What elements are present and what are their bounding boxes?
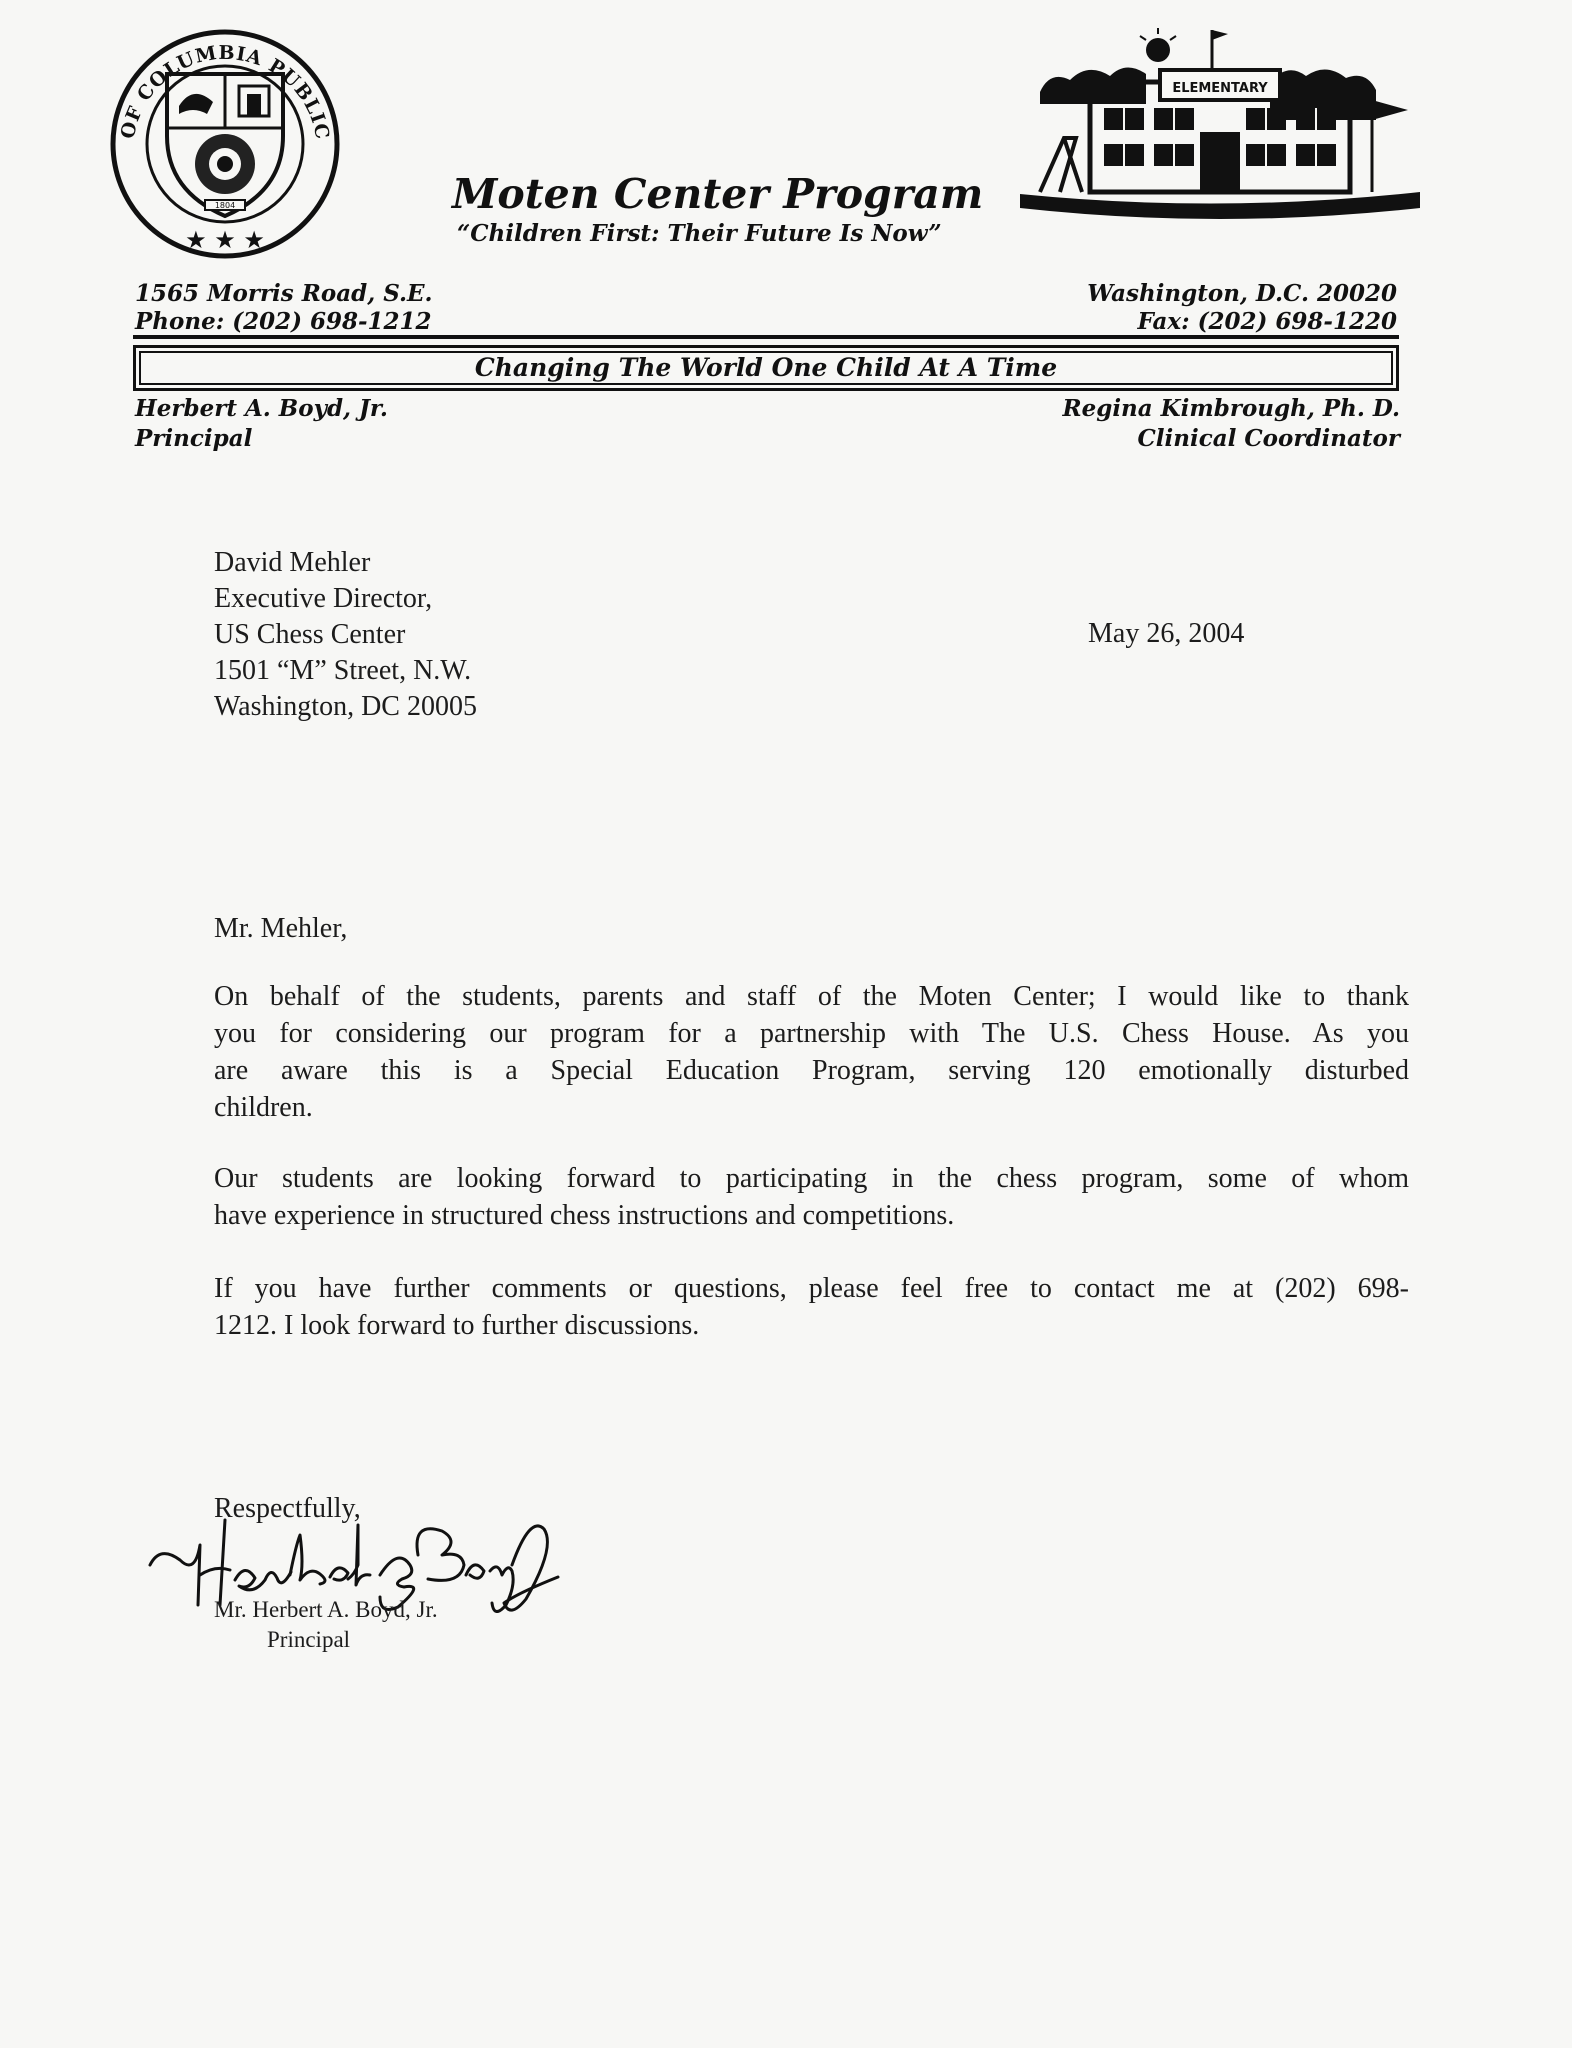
- seal-text: OF COLUMBIA PUBLIC: [116, 41, 334, 142]
- program-name: Moten Center Program: [452, 170, 984, 218]
- school-sign: ELEMENTARY: [1172, 81, 1268, 96]
- dc-public-schools-seal: [105, 16, 345, 266]
- banner-text: Changing The World One Child At A Time: [474, 353, 1058, 382]
- recipient-street: 1501 “M” Street, N.W.: [214, 655, 472, 686]
- principal-title: Principal: [135, 425, 253, 452]
- paragraph-1: [214, 978, 1409, 1126]
- coordinator-name: Regina Kimbrough, Ph. D.: [1062, 395, 1400, 422]
- paragraph-1-line-2: you for considering our program for a partnership with The U.S. Chess House. As you: [214, 1018, 1409, 1049]
- paragraph-2: [214, 1160, 1409, 1234]
- address-city: Washington, D.C. 20020: [1087, 280, 1397, 307]
- svg-text:★ ★ ★: ★ ★ ★: [185, 226, 265, 254]
- principal-name: Herbert A. Boyd, Jr.: [135, 395, 388, 422]
- paragraph-3: [214, 1270, 1409, 1344]
- signer-title: Principal: [267, 1627, 351, 1652]
- recipient-city: Washington, DC 20005: [214, 691, 477, 722]
- phone-number: Phone: (202) 698-1212: [135, 308, 432, 335]
- recipient-name: David Mehler: [214, 547, 371, 578]
- seal-year: 1804: [214, 201, 236, 210]
- signer-name: Mr. Herbert A. Boyd, Jr.: [214, 1597, 438, 1622]
- motto-banner: [133, 345, 1399, 391]
- recipient-address: [214, 545, 477, 725]
- paragraph-2-line-2: have experience in structured chess instructions and competitions.: [214, 1200, 955, 1231]
- paragraph-1-line-1: On behalf of the students, parents and staff of the Moten Center; I would like to thank: [214, 981, 1409, 1012]
- letterhead: [0, 0, 1572, 470]
- program-motto: “Children First: Their Future Is Now”: [457, 220, 942, 247]
- letter-date: May 26, 2004: [1088, 618, 1245, 649]
- header-rule-top: [133, 335, 1399, 339]
- coordinator-title: Clinical Coordinator: [1137, 425, 1400, 452]
- salutation: Mr. Mehler,: [214, 913, 348, 944]
- recipient-org: US Chess Center: [214, 619, 406, 650]
- closing: Respectfully,: [214, 1493, 361, 1524]
- paragraph-3-line-1: If you have further comments or questions, please feel free to contact me at (202) 698-: [214, 1273, 1409, 1304]
- fax-number: Fax: (202) 698-1220: [1137, 308, 1397, 335]
- paragraph-3-line-2: 1212. I look forward to further discussions.: [214, 1310, 700, 1341]
- paragraph-2-line-1: Our students are looking forward to participating in the chess program, some of whom: [214, 1163, 1409, 1194]
- paragraph-1-line-3: are aware this is a Special Education Program, serving 120 emotionally disturbed: [214, 1055, 1409, 1086]
- paragraph-1-line-4: children.: [214, 1092, 313, 1123]
- address-street: 1565 Morris Road, S.E.: [135, 280, 433, 307]
- school-building-icon: [1020, 22, 1420, 232]
- recipient-title: Executive Director,: [214, 583, 433, 614]
